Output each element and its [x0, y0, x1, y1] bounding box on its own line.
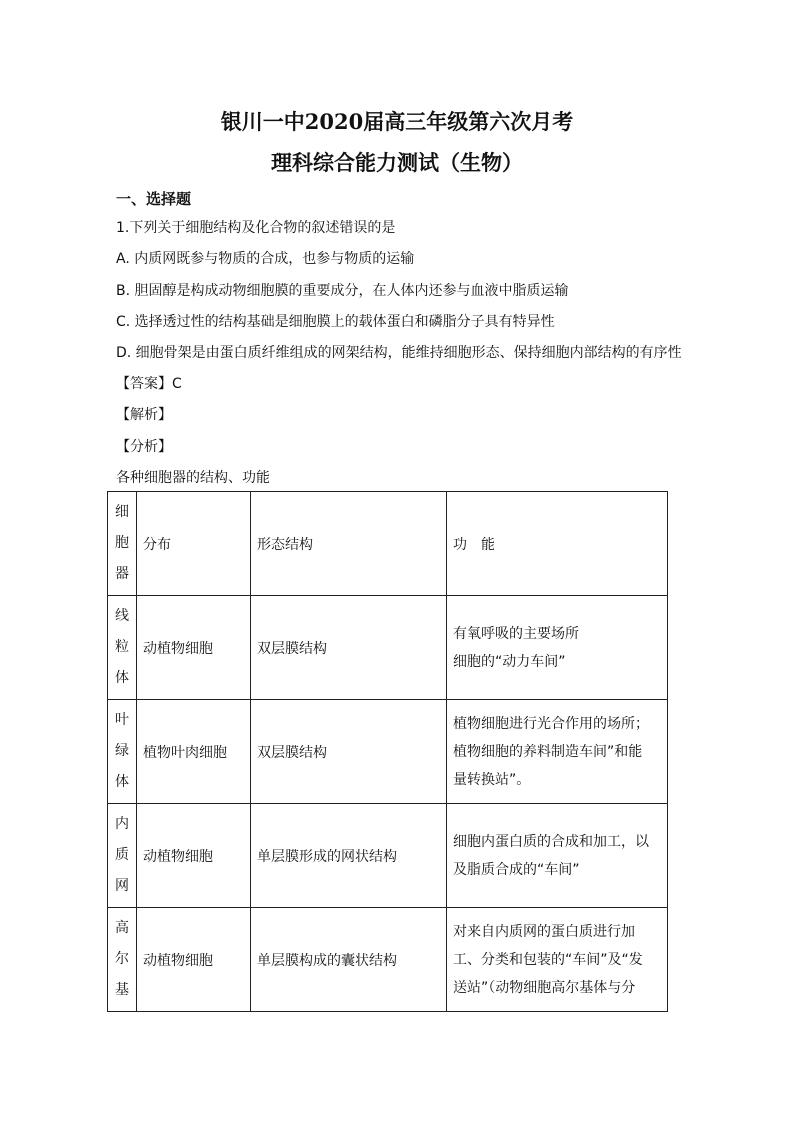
function-line: 植物细胞进行光合作用的场所； [453, 715, 649, 732]
function-line: 送站”（动物细胞高尔基体与分 [453, 979, 636, 996]
table-caption: 各种细胞器的结构、功能 [116, 470, 270, 486]
document-title: 银川一中2020届高三年级第六次月考 [220, 109, 574, 134]
function-cell [447, 596, 668, 700]
function-cell [447, 908, 668, 1012]
document-subtitle: 理科综合能力测试（生物） [271, 150, 523, 175]
option-d: D. 细胞骨架是由蛋白质纤维组成的网架结构，能维持细胞形态、保持细胞内部结构的有序性 [116, 345, 682, 361]
function-line: 细胞内蛋白质的合成和加工，以 [453, 833, 649, 850]
option-a: A. 内质网既参与物质的合成，也参与物质的运输 [116, 251, 415, 267]
table-row [108, 596, 668, 700]
option-c: C. 选择透过性的结构基础是细胞膜上的载体蛋白和磷脂分子具有特异性 [116, 314, 555, 330]
function-line: 对来自内质网的蛋白质进行加 [453, 923, 635, 940]
structure-cell: 双层膜结构 [251, 596, 447, 700]
structure-cell: 双层膜结构 [251, 700, 447, 804]
analysis-label: 【解析】 [116, 407, 172, 423]
function-line: 量转换站”。 [453, 771, 531, 788]
header-function: 功 能 [447, 492, 668, 596]
header-organelle: 细胞器 [115, 504, 129, 582]
function-line: 及脂质合成的“车间” [453, 861, 580, 878]
table-row [108, 700, 668, 804]
function-line: 细胞的“动力车间” [453, 653, 566, 670]
section-heading: 一、选择题 [116, 190, 192, 208]
distribution-cell: 动植物细胞 [137, 804, 251, 908]
question-stem: 1.下列关于细胞结构及化合物的叙述错误的是 [116, 220, 396, 236]
function-cell [447, 700, 668, 804]
distribution-cell: 动植物细胞 [137, 596, 251, 700]
table-row [108, 908, 668, 1012]
structure-cell: 单层膜形成的网状结构 [251, 804, 447, 908]
organelle-name: 高尔基 [115, 920, 129, 998]
structure-cell: 单层膜构成的囊状结构 [251, 908, 447, 1012]
function-line: 有氧呼吸的主要场所 [453, 625, 579, 642]
function-line: 工、分类和包装的“车间”及“发 [453, 951, 643, 968]
organelle-name: 叶绿体 [115, 712, 129, 790]
organelle-name: 内质网 [115, 816, 129, 894]
header-distribution: 分布 [137, 492, 251, 596]
organelle-name: 线粒体 [115, 608, 129, 686]
distribution-cell: 植物叶肉细胞 [137, 700, 251, 804]
fenxi-label: 【分析】 [116, 439, 172, 455]
distribution-cell: 动植物细胞 [137, 908, 251, 1012]
table-row [108, 804, 668, 908]
option-b: B. 胆固醇是构成动物细胞膜的重要成分，在人体内还参与血液中脂质运输 [116, 283, 569, 299]
function-line: 植物细胞的养料制造车间”和能 [453, 743, 643, 760]
function-cell [447, 804, 668, 908]
table-header-row [108, 492, 668, 596]
organelle-table [107, 491, 668, 1012]
answer-label: 【答案】C [116, 376, 182, 392]
header-structure: 形态结构 [251, 492, 447, 596]
